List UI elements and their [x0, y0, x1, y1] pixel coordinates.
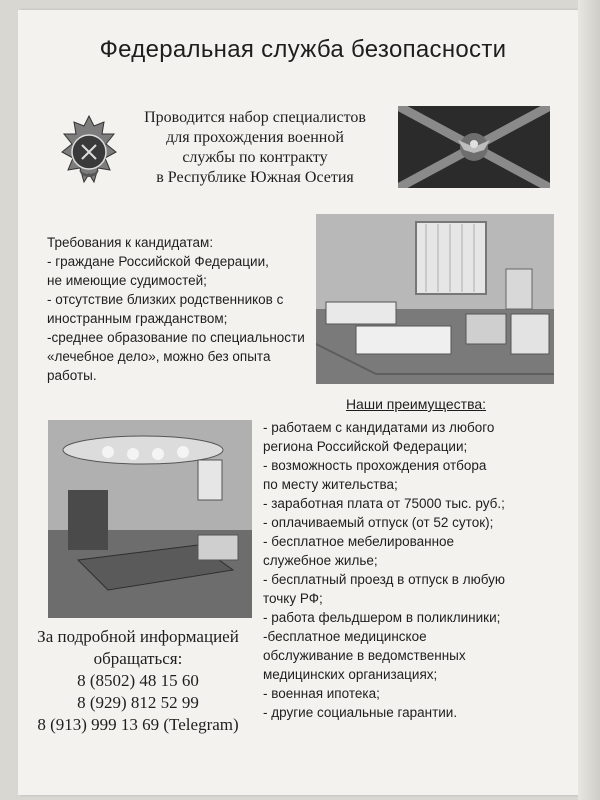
requirement-item: - отсутствие близких родственников с [47, 292, 284, 307]
phone-number: 8 (929) 812 52 99 [77, 693, 199, 712]
advantage-item: медицинских организациях; [263, 667, 438, 682]
requirement-item: иностранным гражданством; [47, 311, 228, 326]
requirement-item: «лечебное дело», можно без опыта [47, 349, 271, 364]
operating-room-photo [48, 420, 252, 618]
recruitment-announcement [130, 108, 380, 188]
recruitment-line: службы по контракту [182, 149, 328, 166]
advantage-item: - военная ипотека; [263, 686, 380, 701]
advantage-item: - возможность прохождения отбора [263, 458, 487, 473]
advantage-item: - бесплатный проезд в отпуск в любую [263, 572, 506, 587]
requirements-section [47, 233, 309, 385]
requirements-heading: Требования к кандидатам: [47, 235, 214, 250]
recruitment-line: в Республике Южная Осетия [156, 169, 354, 186]
requirement-item: не имеющие судимостей; [47, 273, 207, 288]
advantage-item: - другие социальные гарантии. [263, 705, 458, 720]
recruitment-line: для прохождения военной [166, 129, 344, 146]
advantage-item: - работаем с кандидатами из любого [263, 420, 495, 435]
contact-info [22, 626, 254, 736]
paper-stack-edge [578, 0, 600, 800]
advantages-heading: Наши преимущества: [345, 396, 487, 412]
phone-number: 8 (913) 999 13 69 (Telegram) [37, 715, 239, 734]
advantage-item: региона Российской Федерации; [263, 439, 468, 454]
requirement-item: - граждане Российской Федерации, [47, 254, 269, 269]
advantage-item: - оплачиваемый отпуск (от 52 суток); [263, 515, 494, 530]
requirement-item: -среднее образование по специальности [47, 330, 305, 345]
poster-title: Федеральная служба безопасности [99, 36, 507, 63]
requirement-item: работы. [47, 368, 97, 383]
advantage-item: точку РФ; [263, 591, 323, 606]
fsb-emblem-icon [50, 112, 128, 190]
advantage-item: -бесплатное медицинское [263, 629, 427, 644]
fsb-flag-icon [398, 106, 550, 188]
advantages-list [263, 418, 538, 722]
contact-heading: обращаться: [93, 649, 183, 668]
advantage-item: - работа фельдшером в поликлиники; [263, 610, 501, 625]
advantage-item: - заработная плата от 75000 тыс. руб.; [263, 496, 505, 511]
recruitment-line: Проводится набор специалистов [144, 109, 366, 126]
advantage-item: - бесплатное мебелированное [263, 534, 455, 549]
advantage-item: по месту жительства; [263, 477, 398, 492]
phone-number: 8 (8502) 48 15 60 [77, 671, 199, 690]
advantage-item: служебное жилье; [263, 553, 378, 568]
advantage-item: обслуживание в ведомственных [263, 648, 466, 663]
medical-room-photo [316, 214, 554, 384]
contact-heading: За подробной информацией [37, 627, 239, 646]
